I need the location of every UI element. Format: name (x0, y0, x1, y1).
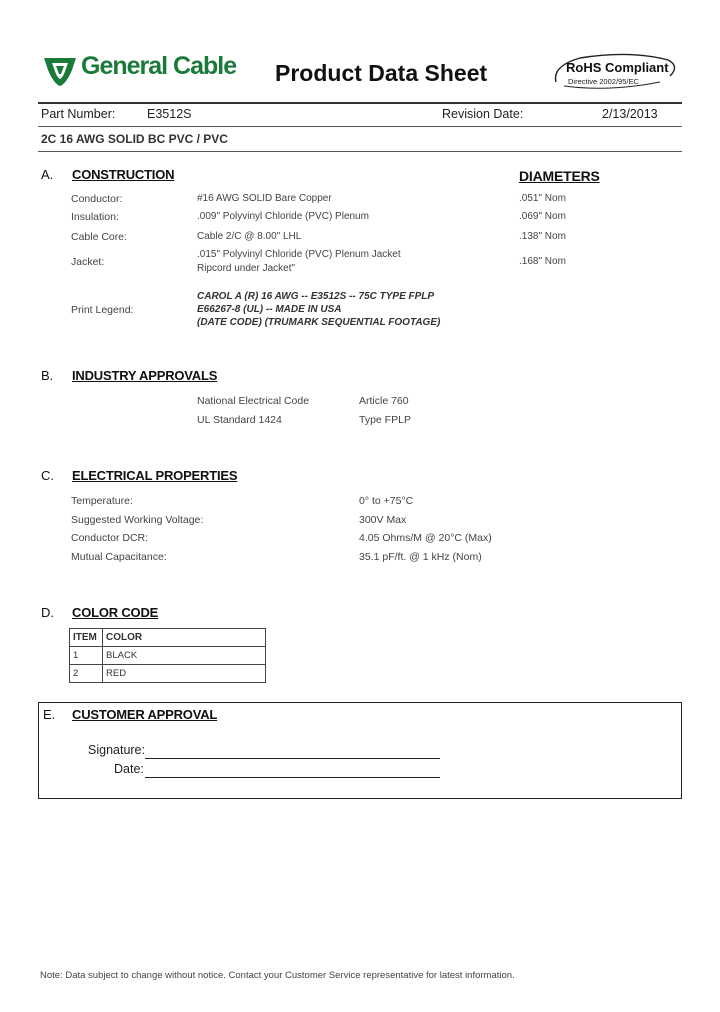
revision-date-value: 2/13/2013 (602, 107, 658, 121)
section-letter-b: B. (41, 368, 54, 383)
rohs-subtitle: Directive 2002/95/EC (568, 77, 639, 86)
item-cell: 2 (70, 665, 103, 683)
date-line[interactable] (145, 777, 440, 778)
footer-note: Note: Data subject to change without notice. Contact your Customer Service representative for latest information. (40, 970, 515, 981)
jacket-value: .015" Polyvinyl Chloride (PVC) Plenum Jacket (197, 249, 401, 260)
dcr-value: 4.05 Ohms/M @ 20°C (Max) (359, 532, 492, 544)
top-rule (38, 102, 682, 104)
temperature-label: Temperature: (71, 495, 133, 507)
table-row (70, 647, 266, 665)
industry-approvals-heading: INDUSTRY APPROVALS (72, 368, 218, 383)
cable-core-label: Cable Core: (71, 231, 128, 243)
dcr-label: Conductor DCR: (71, 532, 149, 544)
color-code-heading: COLOR CODE (72, 605, 159, 620)
color-cell: RED (103, 665, 266, 683)
signature-line[interactable] (145, 758, 440, 759)
item-cell: 1 (70, 647, 103, 665)
voltage-value: 300V Max (359, 514, 407, 526)
section-letter-a: A. (41, 167, 54, 182)
color-cell: BLACK (103, 647, 266, 665)
description-rule (38, 151, 682, 152)
capacitance-value: 35.1 pF/ft. @ 1 kHz (Nom) (359, 551, 482, 563)
jacket-value-line2: Ripcord under Jacket" (197, 263, 296, 274)
customer-approval-heading: CUSTOMER APPROVAL (72, 707, 218, 722)
color-column-header: COLOR (103, 629, 266, 647)
insulation-label: Insulation: (71, 211, 119, 223)
cable-core-value: Cable 2/C @ 8.00" LHL (197, 231, 302, 242)
page-title: Product Data Sheet (275, 60, 488, 86)
jacket-diameter: .168" Nom (519, 256, 566, 267)
print-legend-line-3: (DATE CODE) (TRUMARK SEQUENTIAL FOOTAGE) (197, 317, 441, 328)
insulation-diameter: .069" Nom (519, 211, 566, 222)
table-row (70, 665, 266, 683)
item-column-header: ITEM (70, 629, 103, 647)
brand-name: General Cable (81, 52, 237, 80)
voltage-label: Suggested Working Voltage: (71, 514, 204, 526)
section-letter-c: C. (41, 468, 54, 483)
revision-date-label: Revision Date: (442, 107, 524, 121)
capacitance-label: Mutual Capacitance: (71, 551, 167, 563)
conductor-value: #16 AWG SOLID Bare Copper (197, 193, 332, 204)
electrical-properties-heading: ELECTRICAL PROPERTIES (72, 468, 238, 483)
part-number-value: E3512S (147, 107, 192, 121)
signature-label: Signature: (88, 743, 145, 757)
insulation-value: .009" Polyvinyl Chloride (PVC) Plenum (197, 211, 369, 222)
cable-core-diameter: .138" Nom (519, 231, 566, 242)
approval-value: Article 760 (359, 395, 409, 407)
part-number-label: Part Number: (41, 107, 116, 121)
print-legend-label: Print Legend: (71, 304, 134, 316)
section-letter-d: D. (41, 605, 54, 620)
temperature-value: 0° to +75°C (359, 495, 414, 507)
jacket-label: Jacket: (71, 256, 105, 268)
construction-heading: CONSTRUCTION (72, 167, 175, 182)
product-description: 2C 16 AWG SOLID BC PVC / PVC (41, 132, 228, 146)
rohs-title: RoHS Compliant (566, 60, 669, 75)
print-legend-line-2: E66267-8 (UL) -- MADE IN USA (197, 304, 342, 315)
conductor-diameter: .051" Nom (519, 193, 566, 204)
meta-rule (38, 126, 682, 127)
date-label: Date: (114, 762, 144, 776)
table-header-row (70, 629, 266, 647)
color-code-table (69, 628, 266, 683)
conductor-label: Conductor: (71, 193, 123, 205)
approval-name: UL Standard 1424 (197, 414, 282, 426)
diameters-heading: DIAMETERS (519, 168, 600, 184)
general-cable-logo-icon (42, 54, 78, 88)
print-legend-line-1: CAROL A (R) 16 AWG -- E3512S -- 75C TYPE FPLP (197, 291, 435, 302)
approval-value: Type FPLP (359, 414, 411, 426)
rohs-badge (550, 52, 678, 90)
section-letter-e: E. (43, 707, 56, 722)
approval-name: National Electrical Code (197, 395, 310, 407)
